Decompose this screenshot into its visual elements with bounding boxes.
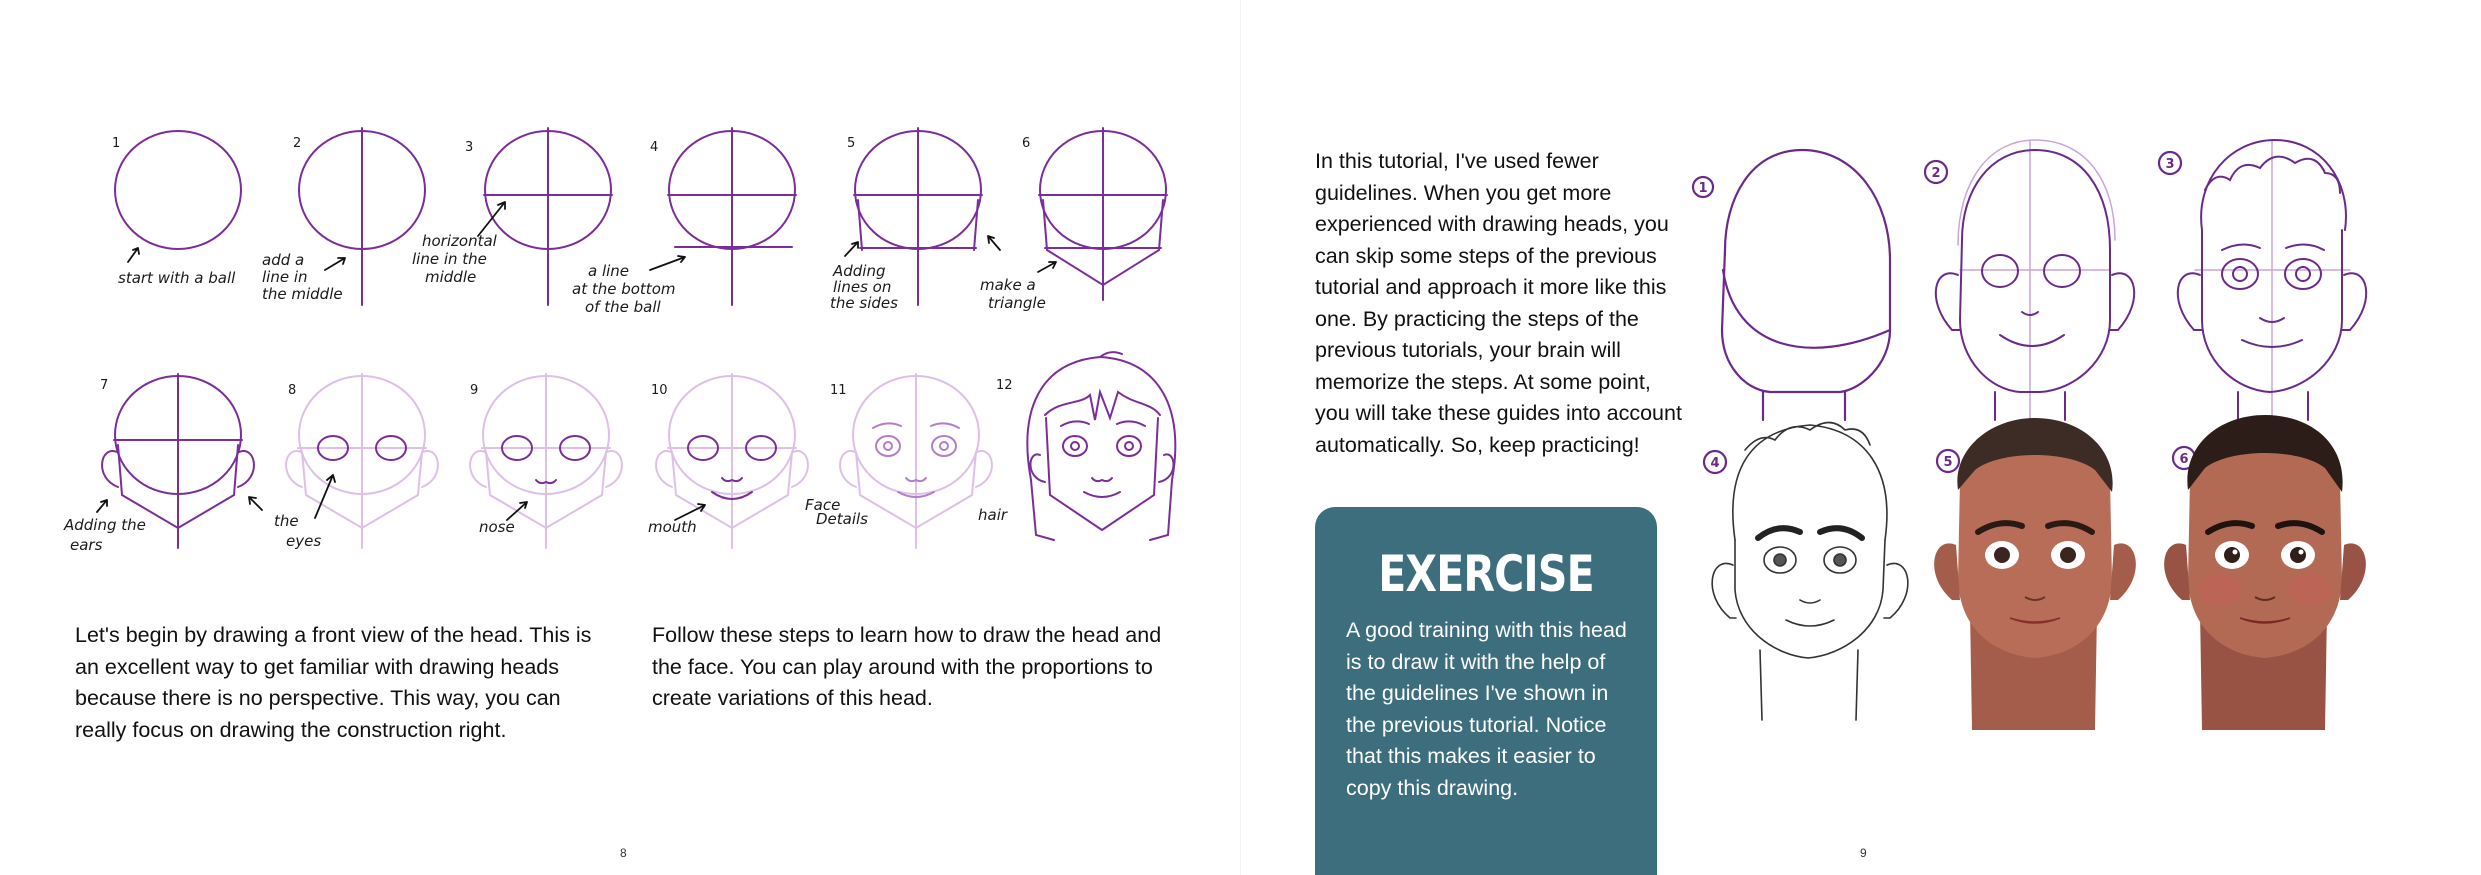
- step-number: 8: [288, 383, 297, 398]
- svg-text:a lineat the bottomof the ball: a line at the bottom of the ball: [572, 262, 676, 316]
- step-number: 2: [293, 136, 302, 151]
- head-step-3: [2178, 140, 2366, 420]
- step-label: make a: [980, 276, 1036, 294]
- page-number-right: 9: [1860, 846, 1867, 860]
- step-number: 12: [996, 378, 1013, 393]
- step-label: start with a ball: [118, 269, 236, 287]
- head-step-1: [1722, 150, 1890, 420]
- head-step-5: [1934, 418, 2136, 730]
- step-number: 5: [1943, 455, 1953, 470]
- step-label: a line: [588, 262, 630, 280]
- step-label: Face: [805, 496, 841, 514]
- step-number: 10: [651, 383, 668, 398]
- svg-text:theeyes: the eyes: [274, 512, 322, 550]
- step-1-drawing: [115, 131, 241, 249]
- head-tutorial-steps-illustration: [1690, 150, 2410, 760]
- svg-text:horizontalline in themiddle: horizontal line in the middle: [412, 232, 497, 286]
- exercise-title: EXERCISE: [1378, 545, 1594, 603]
- step-number: 3: [2165, 157, 2175, 172]
- head-step-4: [1712, 423, 1908, 721]
- step-label: add a: [262, 251, 305, 269]
- svg-text:make atriangle: make a triangle: [980, 276, 1046, 312]
- step-label: the: [274, 512, 299, 530]
- steps-paragraph: Follow these steps to learn how to draw the head and the face. You can play around with the proportions to create variations of this head.: [652, 623, 1162, 710]
- step-number: 9: [470, 383, 479, 398]
- step-number: 11: [830, 383, 847, 398]
- step-12-drawing: [1027, 352, 1175, 540]
- step-number: 4: [650, 140, 659, 155]
- step-number: 5: [847, 136, 856, 151]
- step-number: 4: [1710, 456, 1720, 471]
- intro-paragraph-left: Let's begin by drawing a front view of the head. This is an excellent way to get familiar with drawing heads because there is no perspective. This way, you can really focus on drawing the construction right.: [75, 623, 592, 742]
- step-label: hair: [978, 506, 1008, 524]
- exercise-box: [1315, 507, 1657, 875]
- svg-text:add aline inthe middle: add a line in the middle: [262, 251, 343, 303]
- page-number-left: 8: [620, 846, 627, 860]
- step-8-drawing: [286, 374, 438, 548]
- step-number: 1: [112, 136, 121, 151]
- head-step-6: [2164, 415, 2366, 730]
- step-label: Adding the: [64, 516, 146, 534]
- step-number: 3: [465, 140, 474, 155]
- svg-text:Addinglines onthe sides: Adding lines on the sides: [830, 262, 898, 312]
- step-label: mouth: [648, 518, 697, 536]
- step-4-drawing: [668, 128, 796, 305]
- step-6-drawing: [1039, 128, 1167, 300]
- svg-text:Adding theears: Adding the ears: [64, 516, 146, 554]
- svg-text:FaceDetails: Face Details: [805, 496, 869, 528]
- step-number: 2: [1931, 166, 1941, 181]
- step-number: 1: [1698, 181, 1708, 196]
- intro-paragraph-right: In this tutorial, I've used fewer guidelines. When you get more experienced with drawing heads, you can skip some steps of the previous tutorial and approach it more like this one. By practicing the steps of the previous tutorials, your brain will memorize the steps. At some point, you will take these guides into account automatically. So, keep practicing!: [1315, 149, 1682, 457]
- exercise-text: A good training with this head is to draw it with the help of the guidelines I've shown in the previous tutorial. Notice that this makes it easier to copy this drawing.: [1346, 618, 1627, 800]
- front-view-head-steps-illustration: [0, 0, 1240, 600]
- step-label: nose: [479, 518, 515, 536]
- step-number: 7: [100, 378, 109, 393]
- step-label: horizontal: [422, 232, 497, 250]
- step-number: 6: [1022, 136, 1031, 151]
- step-2-drawing: [299, 128, 425, 305]
- head-step-2: [1936, 140, 2134, 420]
- step-number: 6: [2179, 452, 2189, 467]
- step-label: Adding: [833, 262, 886, 280]
